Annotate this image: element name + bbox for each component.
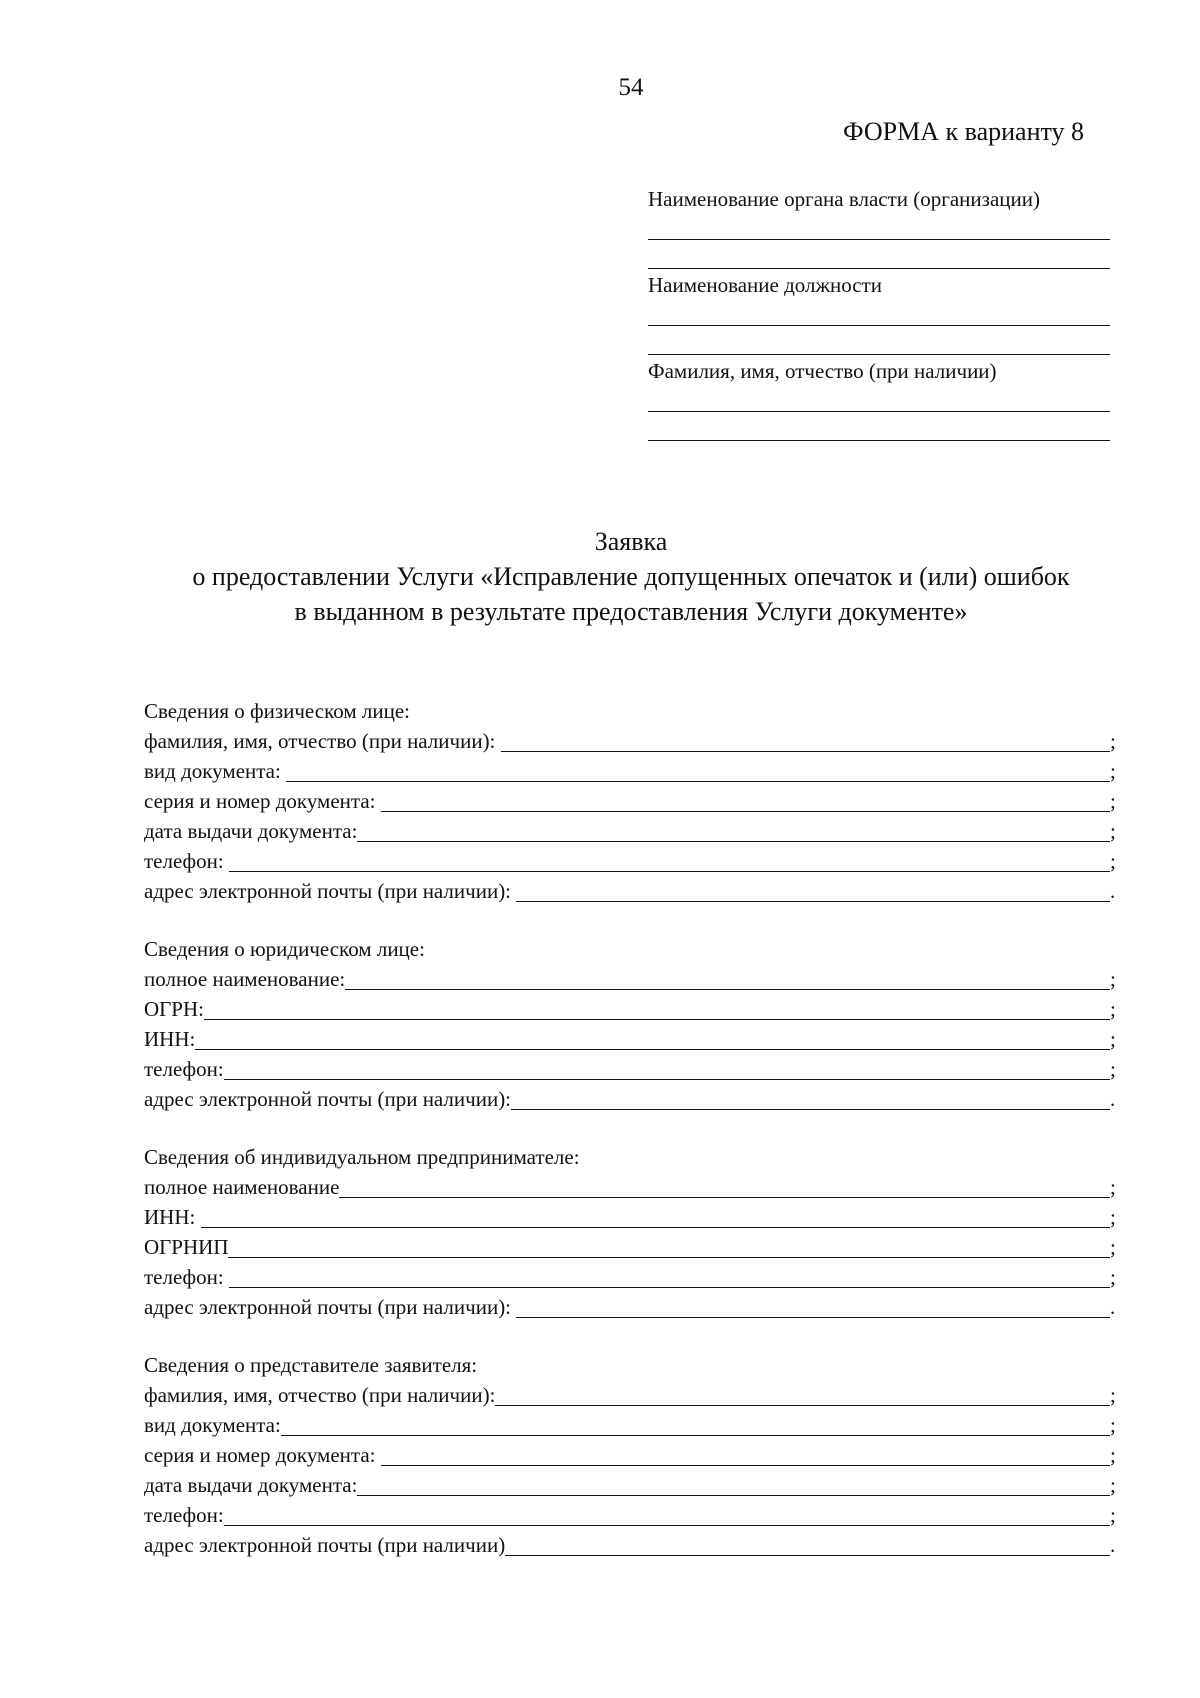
applicant-fields — [144, 696, 1124, 1588]
addressee-authority — [648, 183, 1110, 269]
section-heading: Сведения о юридическом лице: — [144, 937, 425, 961]
blank-line[interactable] — [224, 1057, 1110, 1080]
blank-line[interactable] — [648, 240, 1110, 269]
field-label: дата выдачи документа: — [144, 819, 358, 843]
form-field-row — [144, 846, 1124, 876]
blank-line[interactable] — [381, 789, 1110, 812]
title-line-1: Заявка — [594, 527, 668, 556]
field-label: телефон: — [144, 1265, 229, 1289]
blank-line[interactable] — [345, 967, 1110, 990]
section-heading: Сведения о физическом лице: — [144, 699, 410, 723]
form-field-row — [144, 1172, 1124, 1202]
representative-section — [144, 1350, 1124, 1560]
blank-line[interactable] — [648, 326, 1110, 355]
blank-line[interactable] — [516, 879, 1110, 902]
field-label: адрес электронной почты (при наличии): — [144, 1295, 517, 1319]
field-label: серия и номер документа: — [144, 789, 381, 813]
addressee-label: Фамилия, имя, отчество (при наличии) — [648, 359, 997, 383]
addressee-label: Наименование должности — [648, 273, 882, 297]
field-end-punctuation: ; — [1110, 849, 1116, 873]
blank-line[interactable] — [648, 302, 1110, 326]
form-field-row — [144, 816, 1124, 846]
page-number: 54 — [618, 74, 644, 101]
field-label: адрес электронной почты (при наличии): — [144, 1087, 512, 1111]
field-end-punctuation: ; — [1110, 997, 1116, 1021]
form-field-row — [144, 1232, 1124, 1262]
field-label: полное наименование: — [144, 967, 346, 991]
field-end-punctuation: ; — [1110, 1383, 1116, 1407]
blank-line[interactable] — [516, 1295, 1110, 1318]
blank-line[interactable] — [648, 388, 1110, 412]
field-end-punctuation: ; — [1110, 1175, 1116, 1199]
field-end-punctuation: ; — [1110, 1413, 1116, 1437]
blank-line[interactable] — [201, 1205, 1110, 1228]
blank-line[interactable] — [357, 1473, 1110, 1496]
field-label: серия и номер документа: — [144, 1443, 381, 1467]
field-end-punctuation: . — [1110, 1295, 1116, 1319]
field-end-punctuation: ; — [1110, 789, 1116, 813]
title-line-2: о предоставлении Услуги «Исправление допущенных опечаток и (или) ошибок — [192, 562, 1070, 591]
field-label: ОГРН: — [144, 997, 204, 1021]
blank-line[interactable] — [339, 1175, 1110, 1198]
field-end-punctuation: ; — [1110, 1205, 1116, 1229]
field-label: телефон: — [144, 1503, 224, 1527]
field-end-punctuation: . — [1110, 1533, 1116, 1557]
field-end-punctuation: ; — [1110, 729, 1116, 753]
blank-line[interactable] — [505, 1533, 1110, 1556]
blank-line[interactable] — [286, 759, 1110, 782]
field-end-punctuation: ; — [1110, 1235, 1116, 1259]
application-title — [0, 524, 1200, 629]
form-field-row — [144, 1054, 1124, 1084]
form-field-row — [144, 1500, 1124, 1530]
addressee-position — [648, 269, 1110, 355]
form-field-row — [144, 1380, 1124, 1410]
field-label: фамилия, имя, отчество (при наличии): — [144, 1383, 496, 1407]
field-end-punctuation: ; — [1110, 819, 1116, 843]
field-label: вид документа: — [144, 759, 287, 783]
form-field-row — [144, 876, 1124, 906]
field-label: ИНН: — [144, 1205, 201, 1229]
blank-line[interactable] — [495, 1383, 1110, 1406]
blank-line[interactable] — [229, 849, 1110, 872]
field-label: ИНН: — [144, 1027, 196, 1051]
form-field-row — [144, 1440, 1124, 1470]
field-label: телефон: — [144, 1057, 224, 1081]
field-label: полное наименование — [144, 1175, 340, 1199]
field-label: телефон: — [144, 849, 229, 873]
field-label: адрес электронной почты (при наличии): — [144, 879, 517, 903]
field-label: фамилия, имя, отчество (при наличии): — [144, 729, 501, 753]
field-end-punctuation: . — [1110, 1087, 1116, 1111]
addressee-name — [648, 355, 1110, 441]
form-field-row — [144, 994, 1124, 1024]
form-field-row — [144, 1530, 1124, 1560]
blank-line[interactable] — [229, 1265, 1110, 1288]
form-field-row — [144, 786, 1124, 816]
individual-section — [144, 696, 1124, 906]
blank-line[interactable] — [224, 1503, 1110, 1526]
field-label: дата выдачи документа: — [144, 1473, 358, 1497]
blank-line[interactable] — [511, 1087, 1110, 1110]
form-field-row — [144, 1202, 1124, 1232]
form-field-row — [144, 726, 1124, 756]
addressee-block — [648, 183, 1110, 441]
field-end-punctuation: ; — [1110, 759, 1116, 783]
form-field-row — [144, 1262, 1124, 1292]
entrepreneur-section — [144, 1142, 1124, 1322]
form-field-row — [144, 1470, 1124, 1500]
form-field-row — [144, 1084, 1124, 1114]
blank-line[interactable] — [281, 1413, 1110, 1436]
field-end-punctuation: ; — [1110, 1057, 1116, 1081]
field-end-punctuation: ; — [1110, 967, 1116, 991]
addressee-label: Наименование органа власти (организации) — [648, 187, 1040, 211]
form-field-row — [144, 1024, 1124, 1054]
blank-line[interactable] — [648, 412, 1110, 441]
field-end-punctuation: ; — [1110, 1265, 1116, 1289]
field-end-punctuation: . — [1110, 879, 1116, 903]
form-field-row — [144, 1410, 1124, 1440]
blank-line[interactable] — [204, 997, 1110, 1020]
form-variant-title: ФОРМА к варианту 8 — [843, 117, 1084, 146]
form-field-row — [144, 1292, 1124, 1322]
blank-line[interactable] — [357, 819, 1110, 842]
field-end-punctuation: ; — [1110, 1473, 1116, 1497]
form-field-row — [144, 756, 1124, 786]
field-end-punctuation: ; — [1110, 1027, 1116, 1051]
field-end-punctuation: ; — [1110, 1503, 1116, 1527]
section-heading: Сведения о представителе заявителя: — [144, 1353, 478, 1377]
field-label: адрес электронной почты (при наличии) — [144, 1533, 506, 1557]
legal-entity-section — [144, 934, 1124, 1114]
title-line-3: в выданном в результате предоставления Услуги документе» — [294, 597, 968, 626]
field-label: ОГРНИП — [144, 1235, 229, 1259]
field-end-punctuation: ; — [1110, 1443, 1116, 1467]
blank-line[interactable] — [228, 1235, 1110, 1258]
blank-line[interactable] — [195, 1027, 1110, 1050]
section-heading: Сведения об индивидуальном предпринимателе: — [144, 1145, 580, 1169]
blank-line[interactable] — [648, 216, 1110, 240]
blank-line[interactable] — [381, 1443, 1110, 1466]
form-field-row — [144, 964, 1124, 994]
blank-line[interactable] — [501, 729, 1110, 752]
field-label: вид документа: — [144, 1413, 281, 1437]
